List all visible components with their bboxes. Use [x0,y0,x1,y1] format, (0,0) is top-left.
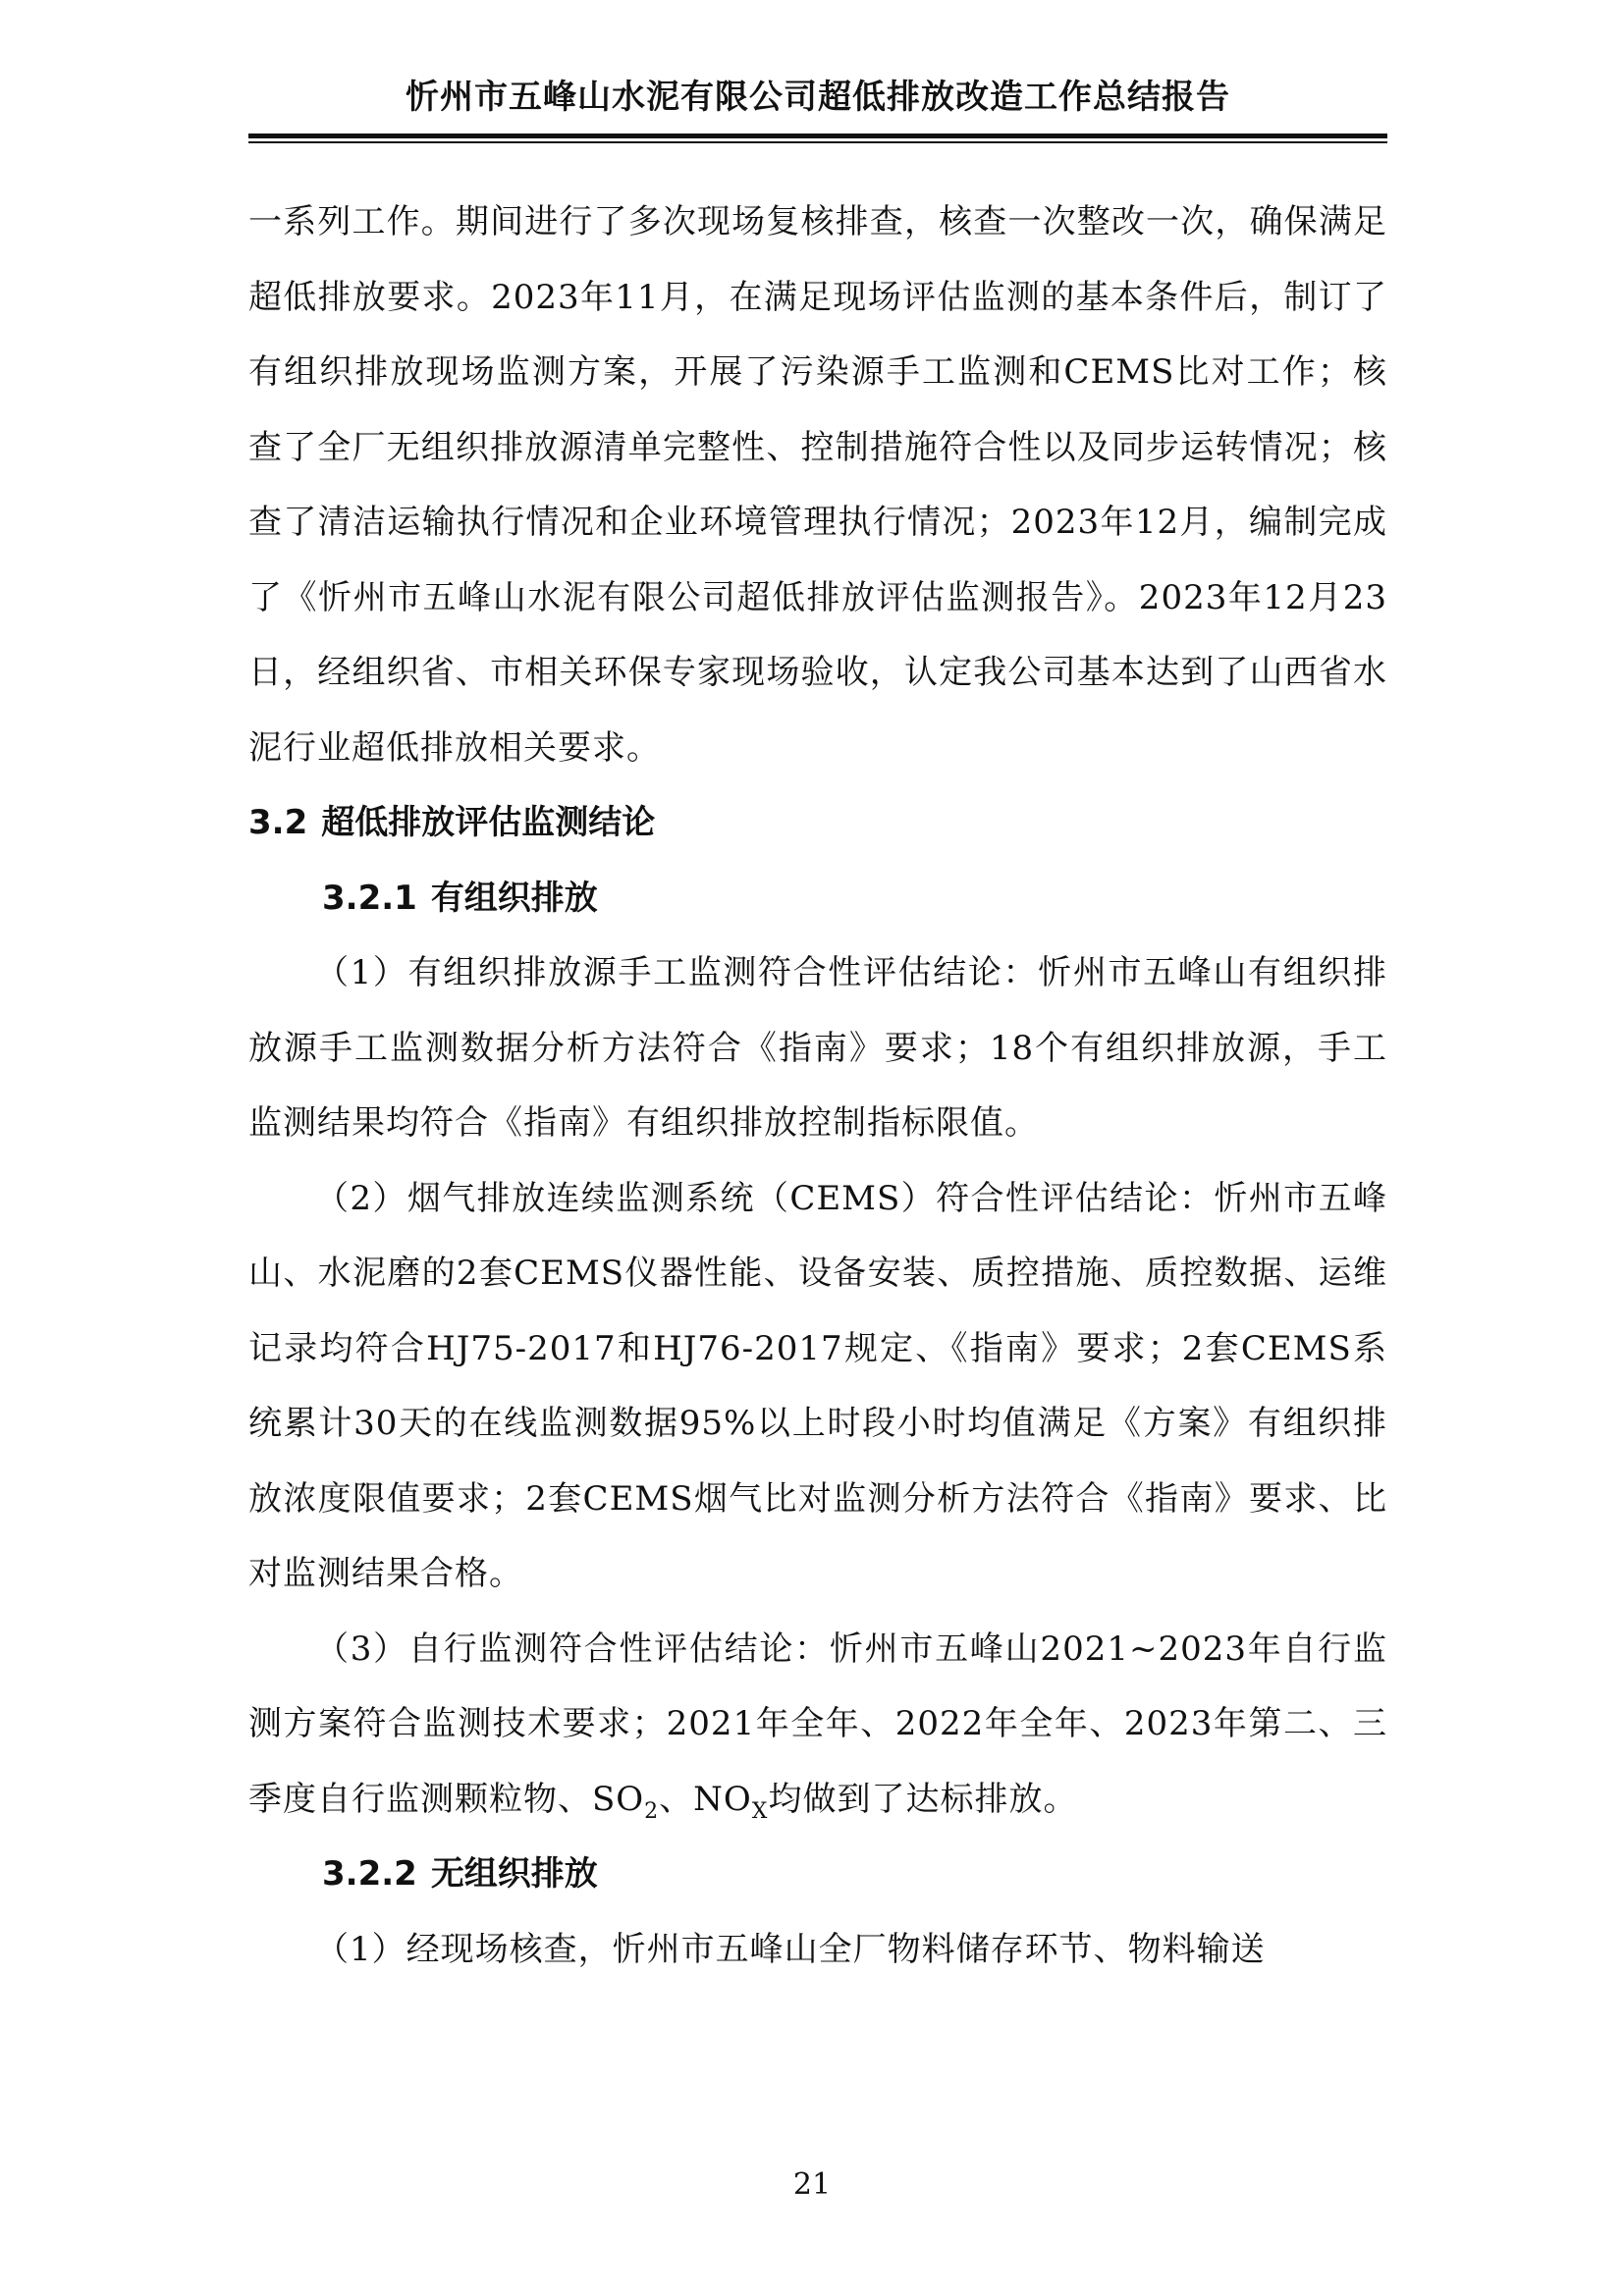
subsection-title: 无组织排放 [430,1854,598,1894]
subscript: 2 [644,1798,660,1824]
header-rule-thick [248,133,1387,138]
subsection-heading-3-2-2 [248,1837,1387,1912]
paragraph-organized-1: （1）有组织排放源手工监测符合性评估结论：忻州市五峰山有组织排放源手工监测数据分析方法符合《指南》要求；18个有组织排放源，手工监测结果均符合《指南》有组织排放控制指标限值。 [248,953,1387,1143]
subsection-number: 3.2.1 [322,878,417,918]
page-number: 21 [792,2167,832,2202]
running-header: 忻州市五峰山水泥有限公司超低排放改造工作总结报告 [406,78,1230,117]
paragraph-text: 、NO [659,1779,752,1819]
subsection-title: 有组织排放 [430,878,598,918]
subsection-heading-3-2-1 [248,861,1387,936]
subsection-number: 3.2.2 [322,1854,417,1894]
paragraph-text: （3）自行监测符合性评估结论：忻州市五峰山2021~2023年自行监测方案符合监测技术要求；2021年全年、2022年全年、2023年第二、三季度自行监测颗粒物、SO [248,1629,1387,1819]
subscript: X [751,1798,769,1824]
page-body [248,185,1387,1987]
paragraph-organized-2: （2）烟气排放连续监测系统（CEMS）符合性评估结论：忻州市五峰山、水泥磨的2套CEMS仪器性能、设备安装、质控措施、质控数据、运维记录均符合HJ75-2017和HJ76-2017规定、《指南》要求；2套CEMS系统累计30天的在线监测数据95%以上时段小时均值满足《方案》有组织排放浓度限值要求；2套CEMS烟气比对监测分析方法符合《指南》要求、比对监测结果合格。 [248,1178,1387,1593]
paragraph-fugitive-1: （1）经现场核查，忻州市五峰山全厂物料储存环节、物料输送 [315,1929,1266,1969]
paragraph-intro: 一系列工作。期间进行了多次现场复核排查，核查一次整改一次，确保满足超低排放要求。2023年11月，在满足现场评估监测的基本条件后，制订了有组织排放现场监测方案，开展了污染源手工监测和CEMS比对工作；核查了全厂无组织排放源清单完整性、控制措施符合性以及同步运转情况；核查了清洁运输执行情况和企业环境管理执行情况；2023年12月，编制完成了《忻州市五峰山水泥有限公司超低排放评估监测报告》。2023年12月23日，经组织省、市相关环保专家现场验收，认定我公司基本达到了山西省水泥行业超低排放相关要求。 [248,202,1387,768]
header-rule-thin [248,141,1387,143]
section-title: 超低排放评估监测结论 [321,803,656,842]
section-number: 3.2 [248,803,308,842]
paragraph-text: 均做到了达标排放。 [768,1779,1078,1819]
paragraph-organized-3 [248,1612,1387,1838]
section-heading-3-2 [248,785,1387,861]
